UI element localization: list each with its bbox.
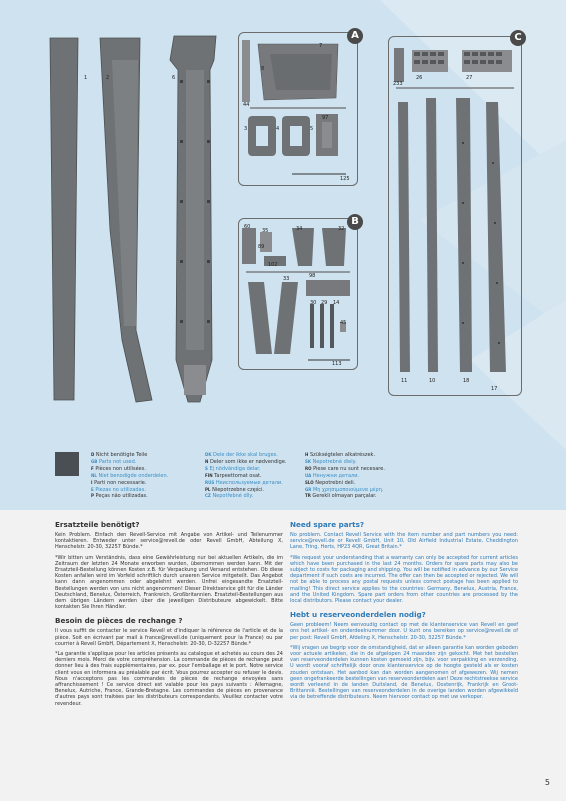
legend-language-code: P: [91, 493, 94, 499]
unused-parts-legend: [55, 452, 555, 502]
legend-text: Nepotrebné diely.: [312, 458, 357, 465]
deck-part: [160, 30, 224, 409]
legend-item: [305, 452, 385, 459]
legend-language-code: FIN: [205, 472, 213, 478]
part-number-32: 32: [338, 226, 345, 232]
legend-language-code: GR: [305, 486, 312, 492]
legend-text: Dele der ikke skal bruges.: [213, 452, 278, 458]
part-number-18: 18: [463, 378, 470, 384]
legend-item: [91, 452, 168, 459]
part-number-29: 29: [321, 300, 328, 306]
part-number-1: 1: [84, 75, 88, 81]
part-number-7: 7: [319, 43, 323, 49]
part-number-8: 8: [261, 66, 265, 72]
text-english-2: *We request your understanding that a warranty can only be accepted for current articles which have been purchased in the last 24 months. Orders for spare parts may also be subject to costs for packaging and shipping. You will be notified in advance by our Service department if such costs are incurred. The offer can then be accepted or rejected. We will not be able to process any postal requests unless correct postage has been applied to mailing! This direct service applies to the countries: Germany, Benelux, Austria, France, and the United Kingdom. Spare part orders from other countries are processed by the local distributors. Please contact your dealer.: [290, 554, 518, 605]
legend-language-code: I: [91, 479, 93, 485]
legend-language-code: TR: [305, 493, 311, 499]
heading-dutch: Hebt u reserveonderdelen nodig?: [290, 610, 426, 620]
part-number-97: 97: [322, 115, 329, 121]
part-number-60: 60: [244, 224, 251, 230]
part-number-102: 102: [268, 262, 278, 268]
part-number-33: 33: [283, 276, 290, 282]
part-number-10: 10: [429, 378, 436, 384]
text-english-1: No problem. Contact Revell Service with the item number and part numbers you need: service@revell.de or Revell GmbH, Unit 10, Old Airfield Industrial Estate, Cheddington Lane, Tring, Herts, HP23 4QR, Great Britain.*: [290, 532, 518, 551]
legend-item: [91, 466, 168, 473]
legend-item: [305, 459, 385, 466]
legend-text: Deler som ikke er nødvendige.: [209, 458, 287, 465]
legend-text: Неиспользуемые детали.: [215, 479, 283, 486]
part-number-2: 2: [106, 75, 110, 81]
legend-item: [205, 473, 287, 480]
legend-text: Ненужни детали.: [312, 472, 360, 479]
legend-language-code: GB: [91, 458, 98, 464]
legend-text: Piezas no utilizadas.: [95, 486, 146, 493]
part-number-5: 5: [310, 126, 314, 132]
text-french-1: Il vous suffit de contacter le service Revell et d'indiquer la référence de l'article et de la pièce. Soit en écrivant par mail à france@revell.de (uniquement pour la France) ou par courrier à Revell GmbH, Département X, Henschelstr. 20-30, D-32257 Bünde.*: [55, 628, 283, 647]
legend-language-code: E: [91, 486, 94, 492]
legend-item: [305, 466, 385, 473]
legend-item: [91, 487, 168, 494]
part-number-113: 113: [332, 361, 342, 367]
legend-text: Μη χρησιμοποιούμενα μέρη.: [312, 486, 384, 493]
legend-item: [91, 493, 168, 500]
legend-item: [205, 493, 287, 500]
heading-english: Need spare parts?: [290, 520, 365, 529]
section-german: [55, 520, 283, 711]
sprue-c-parts: [392, 42, 518, 396]
legend-item: [305, 487, 385, 494]
legend-language-code: CZ: [205, 493, 211, 499]
legend-text: Tarpeettomat osat.: [214, 472, 262, 479]
legend-item: [205, 466, 287, 473]
part-number-34: 34: [296, 226, 303, 232]
heading-french: Besoin de pièces de rechange ?: [55, 616, 183, 626]
sprue-c-label: C: [510, 30, 526, 46]
sprue-a-label: A: [347, 28, 363, 44]
legend-item: [91, 480, 168, 487]
legend-text: Gerekli olmayan parçalar.: [312, 493, 377, 500]
legend-language-code: S: [205, 465, 208, 471]
legend-column-3: [305, 452, 385, 500]
part-number-3: 3: [244, 126, 248, 132]
part-number-35: 35: [262, 228, 269, 234]
legend-language-code: N: [205, 458, 209, 464]
legend-language-code: RO: [305, 465, 312, 471]
legend-item: [91, 459, 168, 466]
part-number-44: 44: [243, 102, 250, 108]
legend-language-code: F: [91, 465, 94, 471]
part-number-14: 14: [333, 300, 340, 306]
legend-text: Szükségtelen alkatrészek.: [309, 452, 376, 458]
legend-language-code: SLO: [305, 479, 314, 485]
legend-text: Pièces non utilisées.: [95, 465, 146, 472]
part-number-11: 11: [401, 378, 408, 384]
part-number-45: 45: [340, 320, 347, 326]
legend-language-code: SK: [305, 458, 311, 464]
legend-item: [305, 480, 385, 487]
part-number-27: 27: [466, 75, 473, 81]
section-english: [290, 520, 518, 705]
legend-text: Niepotrzebne części.: [212, 486, 265, 493]
legend-text: Niet benodigde onderdelen.: [98, 472, 169, 479]
heading-german: Ersatzteile benötigt?: [55, 520, 140, 529]
legend-column-1: [91, 452, 168, 500]
part-number-6: 6: [172, 75, 176, 81]
text-french-2: *La garantie s'applique pour les articles présents au catalogue et achetés au cours des 24 derniers mois. Merci de votre compréhension. La commande de pièces de rechange peut donner lieu à des frais supplémentaires, par ex. pour l'emballage et le port. Notre service client vous en informera au préalable par écrit. Vous pourrez accepter ou refuser le devis. Nous n'acceptons pas les commandes de pièces de rechange envoyées sans affranchissement ! Ce service direct est valable pour les pays suivants : Allemagne, Benelux, Autriche, France, Grande-Bretagne. Les commandes de pièces en provenance d'autres pays sont traitées par les distributeurs correspondants. Veuillez contacter votre revendeur.: [55, 651, 283, 707]
text-dutch-2: *Wij vragen uw begrip voor de omstandigheid, dat er alleen garantie kan worden geboden voor actuele artikelen, die in de afgelopen 24 maanden zijn gekocht. Met het bestellen van reserveonderdelen kunnen kosten gemoeid zijn, bijv. voor verpakking en verzending. U wordt vooraf schriftelijk door onze klantenservice op de hoogte gesteld als er kosten zouden ontstaan. Het aanbod kan dan worden aangenomen of afgewezen. Wij nemen geen ongefrankeerde bestellingen van reserveonderdelen aan! Deze rechtstreekse service wordt verleend in de landen Duitsland, de Benelux, Oostenrijk, Frankrijk en Groot-Brittannië. Bestellingen van reserveonderdelen in de overige landen worden afgewikkeld via de betreffende distributeurs. Neem hiervoor contact op met uw verkoper.: [290, 644, 518, 701]
legend-text: Peças não utilizadas.: [95, 493, 148, 500]
part-number-30: 30: [310, 300, 317, 306]
legend-language-code: UA: [305, 472, 312, 478]
sprue-a-parts: [242, 38, 354, 188]
legend-text: Nepotrebni deli.: [315, 479, 356, 486]
legend-language-code: DK: [205, 452, 212, 457]
text-german-2: *Wir bitten um Verständnis, dass eine Gewährleistung nur bei aktuellen Artikeln, die im Zeitraum der letzten 24 Monate erworben wurden, übernommen werden kann. Mit der Ersatzteil-Bestellung können Kosten z.B. für Verpackung und Versand entstehen. Ob diese Kosten anfallen wird im Vorfeld schriftlich durch unseren Service mitgeteilt. Das Angebot kann dann angenommen oder abgelehnt werden. Unfrei eingesandte Ersatzteil-Bestellungen werden von uns nicht angenommen! Dieser Direktservice gilt für die Länder Deutschland, Benelux, Österreich, Frankreich, Großbritannien. Ersatzteil-Bestellungen aus dem übrigen Ländern werden über die jeweiligen Distributeure abgewickelt. Bitte kontakten Sie Ihren Händler.: [55, 554, 283, 611]
legend-item: [205, 459, 287, 466]
legend-column-2: [205, 452, 287, 500]
legend-text: Nicht benötigte Teile: [95, 452, 148, 458]
text-dutch-1: Geen probleem! Neem eenvoudig contact op met de klantenservice van Revell en geef ons het artikel- en onderdeelnummer door. U kunt ons bereiken op service@revell.de of per post: Revell GmbH, Afdeling X, Henschelstr. 20-30, 32257 Bünde.*: [290, 622, 518, 641]
legend-language-code: H: [305, 452, 309, 457]
legend-text: Parti non necessarie.: [94, 479, 147, 486]
legend-item: [305, 473, 385, 480]
legend-item: [205, 452, 287, 459]
part-number-233: 233: [393, 81, 403, 87]
legend-language-code: NL: [91, 472, 97, 478]
legend-item: [91, 473, 168, 480]
legend-item: [205, 480, 287, 487]
page-number: 5: [544, 778, 550, 787]
part-number-125: 125: [340, 176, 350, 182]
legend-language-code: D: [91, 452, 95, 457]
sprue-b-label: B: [347, 214, 363, 230]
hull-part-left: [40, 30, 170, 414]
legend-language-code: PL: [205, 486, 211, 492]
unused-parts-swatch: [55, 452, 79, 476]
legend-language-code: RUS: [205, 479, 215, 485]
part-number-4: 4: [276, 126, 280, 132]
part-number-17: 17: [491, 386, 498, 392]
legend-text: Nepotřebné díly.: [212, 493, 254, 500]
legend-text: Parts not used.: [98, 458, 137, 465]
legend-item: [305, 493, 385, 500]
text-german-1: Kein Problem. Einfach den Revell-Service mit Angabe von Artikel- und Teilenummer kontaktieren. Entweder unter service@revell.de oder Revell GmbH, Abteilung X, Henschelstr. 20-30, 32257 Bünde.*: [55, 532, 283, 551]
part-number-26: 26: [416, 75, 423, 81]
part-number-89: 89: [258, 244, 265, 250]
legend-text: Ej nödvändiga delar.: [209, 465, 261, 472]
part-number-98: 98: [309, 273, 316, 279]
legend-text: Piese care nu sunt necesare.: [313, 465, 385, 472]
